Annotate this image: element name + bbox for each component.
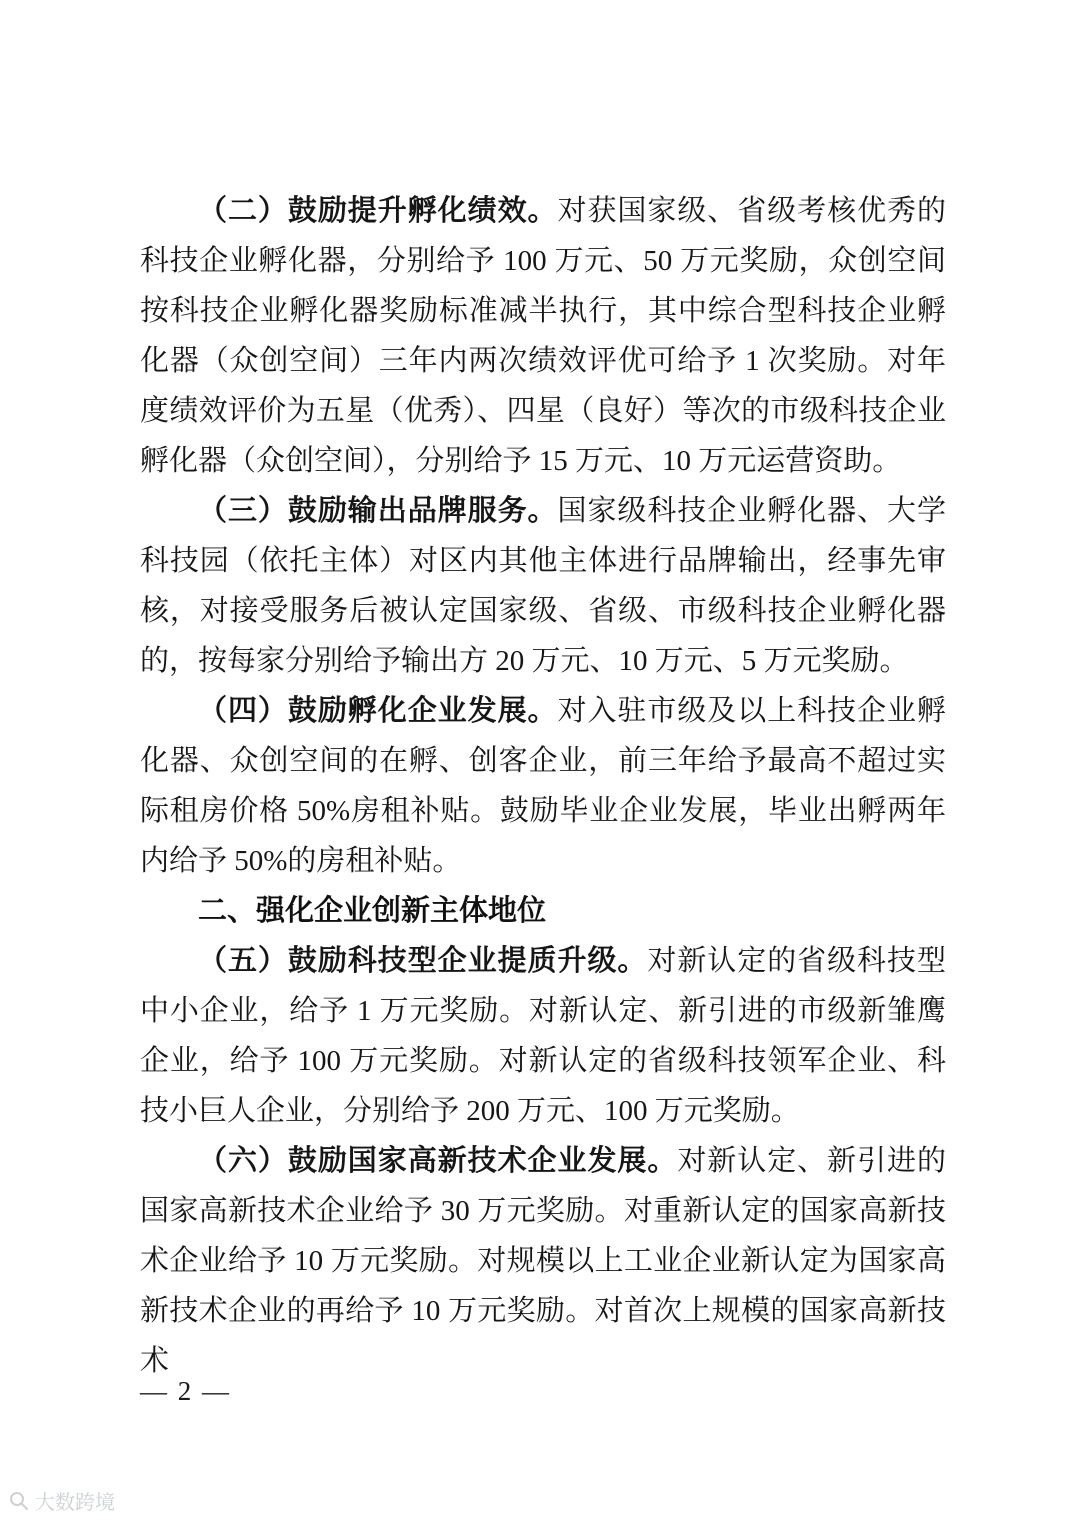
- paragraph-6-lead: （六）鼓励国家高新技术企业发展。: [198, 1145, 678, 1177]
- paragraph-5: [140, 936, 946, 1136]
- document-body: [140, 186, 946, 1386]
- paragraph-4-body: 对入驻市级及以上科技企业孵化器、众创空间的在孵、创客企业，前三年给予最高不超过实际租房价格 50%房租补贴。鼓励毕业企业发展，毕业出孵两年内给予 50%的房租补贴。: [140, 695, 946, 877]
- paragraph-4: [140, 686, 946, 886]
- paragraph-3: [140, 486, 946, 686]
- paragraph-3-body: 国家级科技企业孵化器、大学科技园（依托主体）对区内其他主体进行品牌输出，经事先审核，对接受服务后被认定国家级、省级、市级科技企业孵化器的，按每家分别给予输出方 20 万元、10 万元、5 万元奖励。: [140, 495, 946, 677]
- watermark-text: 大数跨境: [35, 1492, 115, 1514]
- paragraph-2-body: 对获国家级、省级考核优秀的科技企业孵化器，分别给予 100 万元、50 万元奖励，众创空间按科技企业孵化器奖励标准减半执行，其中综合型科技企业孵化器（众创空间）三年内两次绩效评优可给予 1 次奖励。对年度绩效评价为五星（优秀）、四星（良好）等次的市级科技企业孵化器（众创空间），分别给予 15 万元、10 万元运营资助。: [140, 195, 946, 477]
- paragraph-4-lead: （四）鼓励孵化企业发展。: [198, 695, 558, 727]
- watermark: [8, 1486, 115, 1515]
- magnifier-logo-icon: [8, 1490, 30, 1512]
- paragraph-5-lead: （五）鼓励科技型企业提质升级。: [198, 945, 648, 977]
- paragraph-2-lead: （二）鼓励提升孵化绩效。: [198, 195, 558, 227]
- paragraph-6: [140, 1136, 946, 1386]
- paragraph-3-lead: （三）鼓励输出品牌服务。: [198, 495, 558, 527]
- page-number: — 2 —: [140, 1376, 231, 1406]
- paragraph-6-body: 对新认定、新引进的国家高新技术企业给予 30 万元奖励。对重新认定的国家高新技术企业给予 10 万元奖励。对规模以上工业企业新认定为国家高新技术企业的再给予 10 万元奖励。对首次上规模的国家高新技术: [140, 1145, 946, 1377]
- paragraph-2: [140, 186, 946, 486]
- paragraph-5-body: 对新认定的省级科技型中小企业，给予 1 万元奖励。对新认定、新引进的市级新雏鹰企业，给予 100 万元奖励。对新认定的省级科技领军企业、科技小巨人企业，分别给予 200 万元、100 万元奖励。: [140, 945, 946, 1127]
- section-heading-2: 二、强化企业创新主体地位: [198, 895, 547, 927]
